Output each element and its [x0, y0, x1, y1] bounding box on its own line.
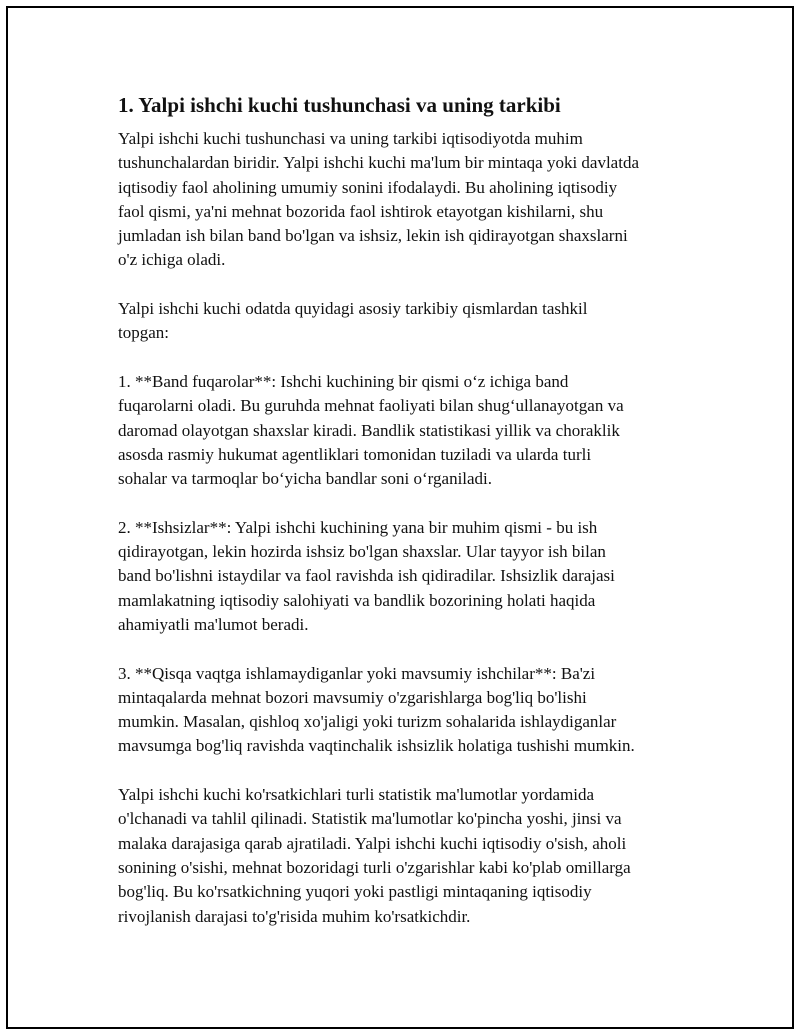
- text-line: mintaqalarda mehnat bozori mavsumiy o'zgarishlarga bog'liq bo'lishi: [118, 687, 587, 707]
- text-line: jumladan ish bilan band bo'lgan va ishsiz, lekin ish qidirayotgan shaxslarni: [118, 226, 628, 246]
- text-line: tushunchalardan biridir. Yalpi ishchi kuchi ma'lum bir mintaqa yoki davlatda: [118, 153, 639, 173]
- text-line: fuqarolarni oladi. Bu guruhda mehnat faoliyati bilan shug‘ullanayotgan va: [118, 396, 624, 416]
- paragraph-components-intro: [118, 297, 708, 346]
- text-line: faol qismi, ya'ni mehnat bozorida faol ishtirok etayotgan kishilarni, shu: [118, 201, 604, 221]
- text-line: 2. **Ishsizlar**: Yalpi ishchi kuchining yana bir muhim qismi - bu ish: [118, 517, 598, 537]
- text-line: o'lchanadi va tahlil qilinadi. Statistik ma'lumotlar ko'pincha yoshi, jinsi va: [118, 809, 622, 829]
- text-line: o'z ichiga oladi.: [118, 250, 226, 270]
- text-line: sonining o'sishi, mehnat bozoridagi turli o'zgarishlar kabi ko'plab omillarga: [118, 857, 631, 877]
- text-line: qidirayotgan, lekin hozirda ishsiz bo'lgan shaxslar. Ular tayyor ish bilan: [118, 542, 606, 562]
- text-line: mumkin. Masalan, qishloq xo'jaligi yoki turizm sohalarida ishlaydiganlar: [118, 712, 617, 732]
- list-item-unemployed: [118, 516, 708, 637]
- text-line: sohalar va tarmoqlar bo‘yicha bandlar soni o‘rganiladi.: [118, 469, 493, 489]
- text-line: 3. **Qisqa vaqtga ishlamaydiganlar yoki mavsumiy ishchilar**: Ba'zi: [118, 663, 596, 683]
- paragraph-intro: [118, 127, 708, 273]
- list-item-seasonal: [118, 662, 708, 759]
- text-line: malaka darajasiga qarab ajratiladi. Yalpi ishchi kuchi iqtisodiy o'sish, aholi: [118, 833, 627, 853]
- text-line: rivojlanish darajasi to'g'risida muhim ko'rsatkichdir.: [118, 906, 471, 926]
- text-line: asosda rasmiy hukumat agentliklari tomonidan tuziladi va ularda turli: [118, 444, 592, 464]
- text-line: Yalpi ishchi kuchi ko'rsatkichlari turli statistik ma'lumotlar yordamida: [118, 785, 595, 805]
- document-body: [118, 92, 708, 953]
- text-line: Yalpi ishchi kuchi tushunchasi va uning tarkibi iqtisodiyotda muhim: [118, 129, 583, 148]
- text-line: bog'liq. Bu ko'rsatkichning yuqori yoki pastligi mintaqaning iqtisodiy: [118, 882, 592, 902]
- text-line: iqtisodiy faol aholining umumiy sonini ifodalaydi. Bu aholining iqtisodiy: [118, 177, 618, 197]
- text-line: ahamiyatli ma'lumot beradi.: [118, 614, 309, 634]
- paragraph-conclusion: [118, 783, 708, 929]
- list-item-employed: [118, 370, 708, 491]
- text-line: Yalpi ishchi kuchi odatda quyidagi asosiy tarkibiy qismlardan tashkil: [118, 299, 588, 319]
- section-heading: 1. Yalpi ishchi kuchi tushunchasi va uning tarkibi: [118, 93, 561, 117]
- text-line: band bo'lishni istaydilar va faol ravishda ish qidiradilar. Ishsizlik darajasi: [118, 566, 615, 586]
- text-line: mavsumga bog'liq ravishda vaqtinchalik ishsizlik holatiga tushishi mumkin.: [118, 736, 635, 756]
- text-line: 1. **Band fuqarolar**: Ishchi kuchining bir qismi o‘z ichiga band: [118, 371, 569, 391]
- text-line: mamlakatning iqtisodiy salohiyati va bandlik bozorining holati haqida: [118, 590, 596, 610]
- text-line: daromad olayotgan shaxslar kiradi. Bandlik statistikasi yillik va choraklik: [118, 420, 620, 440]
- text-line: topgan:: [118, 323, 169, 343]
